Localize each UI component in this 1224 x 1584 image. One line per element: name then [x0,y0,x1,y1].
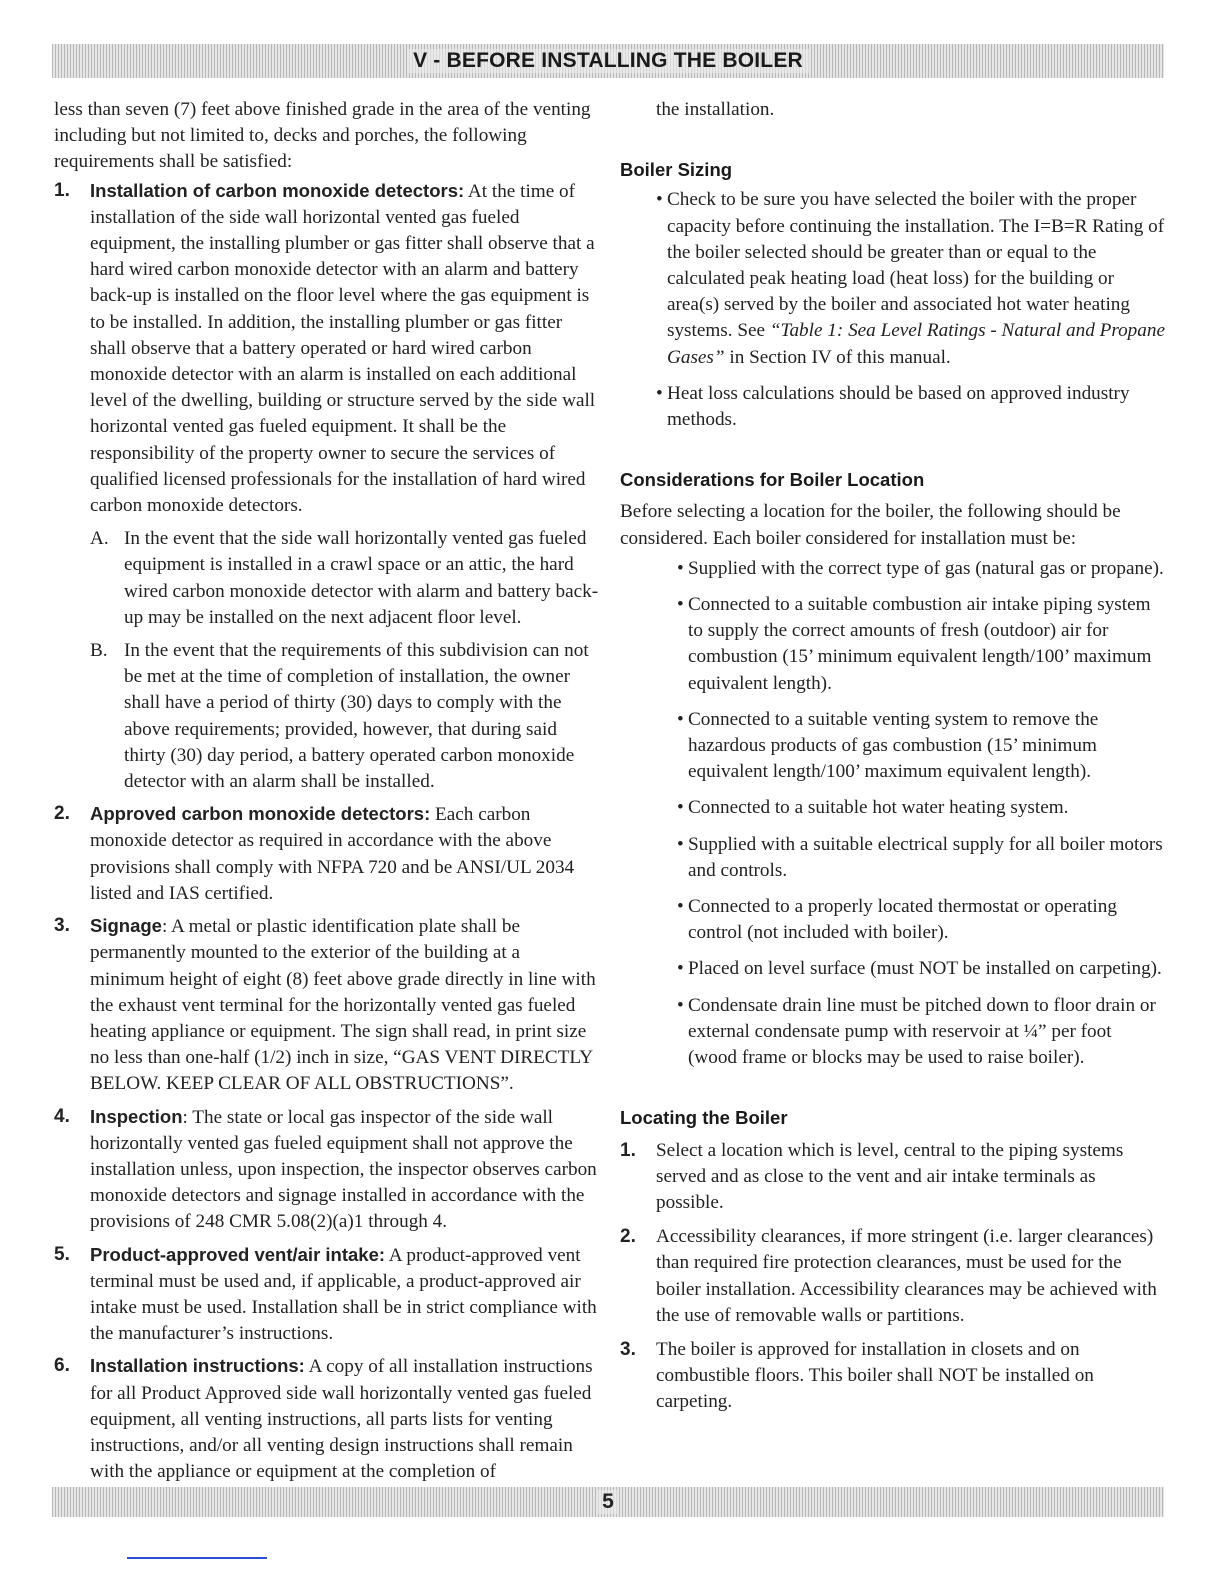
locating-heading: Locating the Boiler [620,1107,788,1129]
list-number: 4. [54,1105,70,1127]
item-lead: Installation of carbon monoxide detectors: [90,179,465,201]
bullet-item [677,795,1165,821]
list-item [620,1337,1165,1416]
bullet-item [677,993,1165,1072]
bullet-dot: • [677,958,684,980]
bullet-text: Heat loss calculations should be based on approved industry methods. [667,382,1130,431]
list-number: 2. [620,1226,636,1248]
list-number: 6. [54,1355,70,1377]
bullet-item [677,592,1165,697]
list-item [54,1353,599,1485]
item-text: The boiler is approved for installation in closets and on combustible floors. This boiler shall NOT be installed on carpeting. [656,1338,1094,1413]
bullet-item [677,707,1165,786]
bullet-dot: • [677,594,684,616]
bullet-dot: • [656,189,663,211]
bullet-text: Supplied with the correct type of gas (natural gas or propane). [688,557,1164,579]
list-number: 1. [54,179,70,201]
bullet-text: Condensate drain line must be pitched down to floor drain or external condensate pump with reservoir at ¼” per foot (wood frame or blocks may be used to raise boiler). [688,994,1156,1069]
considerations-heading: Considerations for Boiler Location [620,469,925,491]
page-footer [52,1487,1164,1517]
item-text: Accessibility clearances, if more stringent (i.e. larger clearances) than required fire protection clearances, must be used for the boiler installation. Accessibility clearances may be achieved with the use of removable walls or partitions. [656,1226,1157,1326]
list-item [54,1104,599,1236]
left-column [54,97,599,1485]
bullet-text: in Section IV of this manual. [724,346,951,368]
bullet-dot: • [677,557,684,579]
item-text: Select a location which is level, central to the piping systems served and as close to the vent and air intake terminals as possible. [656,1139,1124,1213]
intro-paragraph: less than seven (7) feet above finished grade in the area of the venting including but not limited to, decks and porches, the following requirements shall be satisfied: [54,99,591,173]
sub-letter: A. [90,528,109,550]
considerations-intro: Before selecting a location for the boiler, the following should be considered. Each boiler considered for installation must be: [620,501,1121,549]
table-reference: “Table 1: Sea Level Ratings - Natural and Propane Gases” [667,320,1165,368]
item-lead: Approved carbon monoxide detectors: [90,803,431,825]
item-text: A product-approved vent terminal must be used and, if applicable, a product-approved air intake must be used. Installation shall be in strict compliance with the manufacturer’s instructions. [90,1244,597,1345]
item-lead: Inspection [90,1105,183,1127]
list-item [620,1138,1165,1217]
sub-text: In the event that the requirements of this subdivision can not be met at the time of completion of installation, the owner shall have a period of thirty (30) days to comply with the above requirements; provided, however, that during said thirty (30) day period, a battery operated carbon monoxide detector with an alarm shall be installed. [124,640,589,793]
item-lead: Installation instructions: [90,1355,305,1377]
sub-letter: B. [90,640,108,662]
bullet-dot: • [677,708,684,730]
bullet-dot: • [677,994,684,1016]
bullet-text: Check to be sure you have selected the boiler with the proper capacity before continuing the installation. The I=B=R Rating of the boiler selected should be greater than or equal to the calculated peak heating load (heat loss) for the building or area(s) served by the boiler and associated hot water heating systems. See [667,189,1165,342]
list-number: 1. [620,1139,636,1161]
boiler-sizing-heading: Boiler Sizing [620,159,733,181]
bullet-dot: • [677,797,684,819]
list-number: 2. [54,803,70,825]
sub-text: In the event that the side wall horizontally vented gas fueled equipment is installed in a crawl space or an attic, the hard wired carbon monoxide detector with alarm and battery back-up may be installed on the next adjacent floor level. [124,528,599,628]
section-banner [52,44,1164,78]
bullet-text: Connected to a suitable combustion air intake piping system to supply the correct amounts of fresh (outdoor) air for combustion (15’ minimum equivalent length/100’ maximum equivalent length). [688,594,1152,694]
item-text: A copy of all installation instructions for all Product Approved side wall horizontally vented gas fueled equipment, all venting instructions, all parts lists for venting instructions, and/or all venting design instructions shall remain with the appliance or equipment at the completion of [90,1356,593,1483]
bullet-item [677,956,1165,982]
bullet-text: Connected to a suitable hot water heating system. [688,797,1069,819]
list-item [54,178,599,520]
item-lead: Product-approved vent/air intake: [90,1243,386,1265]
item-lead: Signage [90,915,162,937]
list-number: 5. [54,1243,70,1265]
bullet-text: Placed on level surface (must NOT be installed on carpeting). [688,958,1162,980]
list-item [54,801,599,907]
page-number: 5 [598,1490,618,1514]
bullet-text: Connected to a properly located thermostat or operating control (not included with boiler). [688,896,1117,944]
list-item [620,1224,1165,1329]
bullet-item [656,187,1165,370]
bullet-dot: • [656,382,663,404]
list-item [54,913,599,1097]
sub-item [90,638,599,795]
divider-line [127,1557,267,1559]
section-title: V - BEFORE INSTALLING THE BOILER [407,49,809,73]
continuation-text: the installation. [656,99,775,120]
right-column [620,97,1165,1416]
bullet-item [677,894,1165,946]
bullet-dot: • [677,896,684,918]
item-text: : The state or local gas inspector of the side wall horizontally vented gas fueled equipment shall not approve the installation unless, upon inspection, the inspector observes carbon monoxide detectors and signage installed in accordance with the provisions of 248 CMR 5.08(2)(a)1 through 4. [90,1106,597,1233]
bullet-item [677,556,1165,582]
list-item [54,1242,599,1348]
list-number: 3. [620,1338,636,1360]
bullet-item [677,832,1165,884]
list-number: 3. [54,915,70,937]
bullet-text: Supplied with a suitable electrical supply for all boiler motors and controls. [688,833,1163,881]
bullet-item [656,381,1165,433]
bullet-dot: • [677,833,684,855]
item-text: At the time of installation of the side wall horizontal vented gas fueled equipment, the installing plumber or gas fitter shall observe that a hard wired carbon monoxide detector with an alarm and battery back-up is installed on the floor level where the gas equipment is to be installed. In addition, the installing plumber or gas fitter shall observe that a battery operated or hard wired carbon monoxide detector with an alarm is installed on each additional level of the dwelling, building or structure served by the side wall horizontal vented gas fueled equipment. It shall be the responsibility of the property owner to secure the services of qualified licensed professionals for the installation of hard wired carbon monoxide detectors. [90,180,596,517]
bullet-text: Connected to a suitable venting system to remove the hazardous products of gas combustion (15’ minimum equivalent length/100’ maximum equivalent length). [688,708,1099,783]
item-text: : A metal or plastic identification plate shall be permanently mounted to the exterior of the building at a minimum height of eight (8) feet above grade directly in line with the exhaust vent terminal for the horizontally vented gas fueled heating appliance or equipment. The sign shall read, in print size no less than one-half (1/2) inch in size, “GAS VENT DIRECTLY BELOW. KEEP CLEAR OF ALL OBSTRUCTIONS”. [90,916,596,1095]
item-text: Each carbon monoxide detector as required in accordance with the above provisions shall comply with NFPA 720 and be ANSI/UL 2034 listed and IAS certified. [90,804,575,904]
sub-item [90,526,599,631]
